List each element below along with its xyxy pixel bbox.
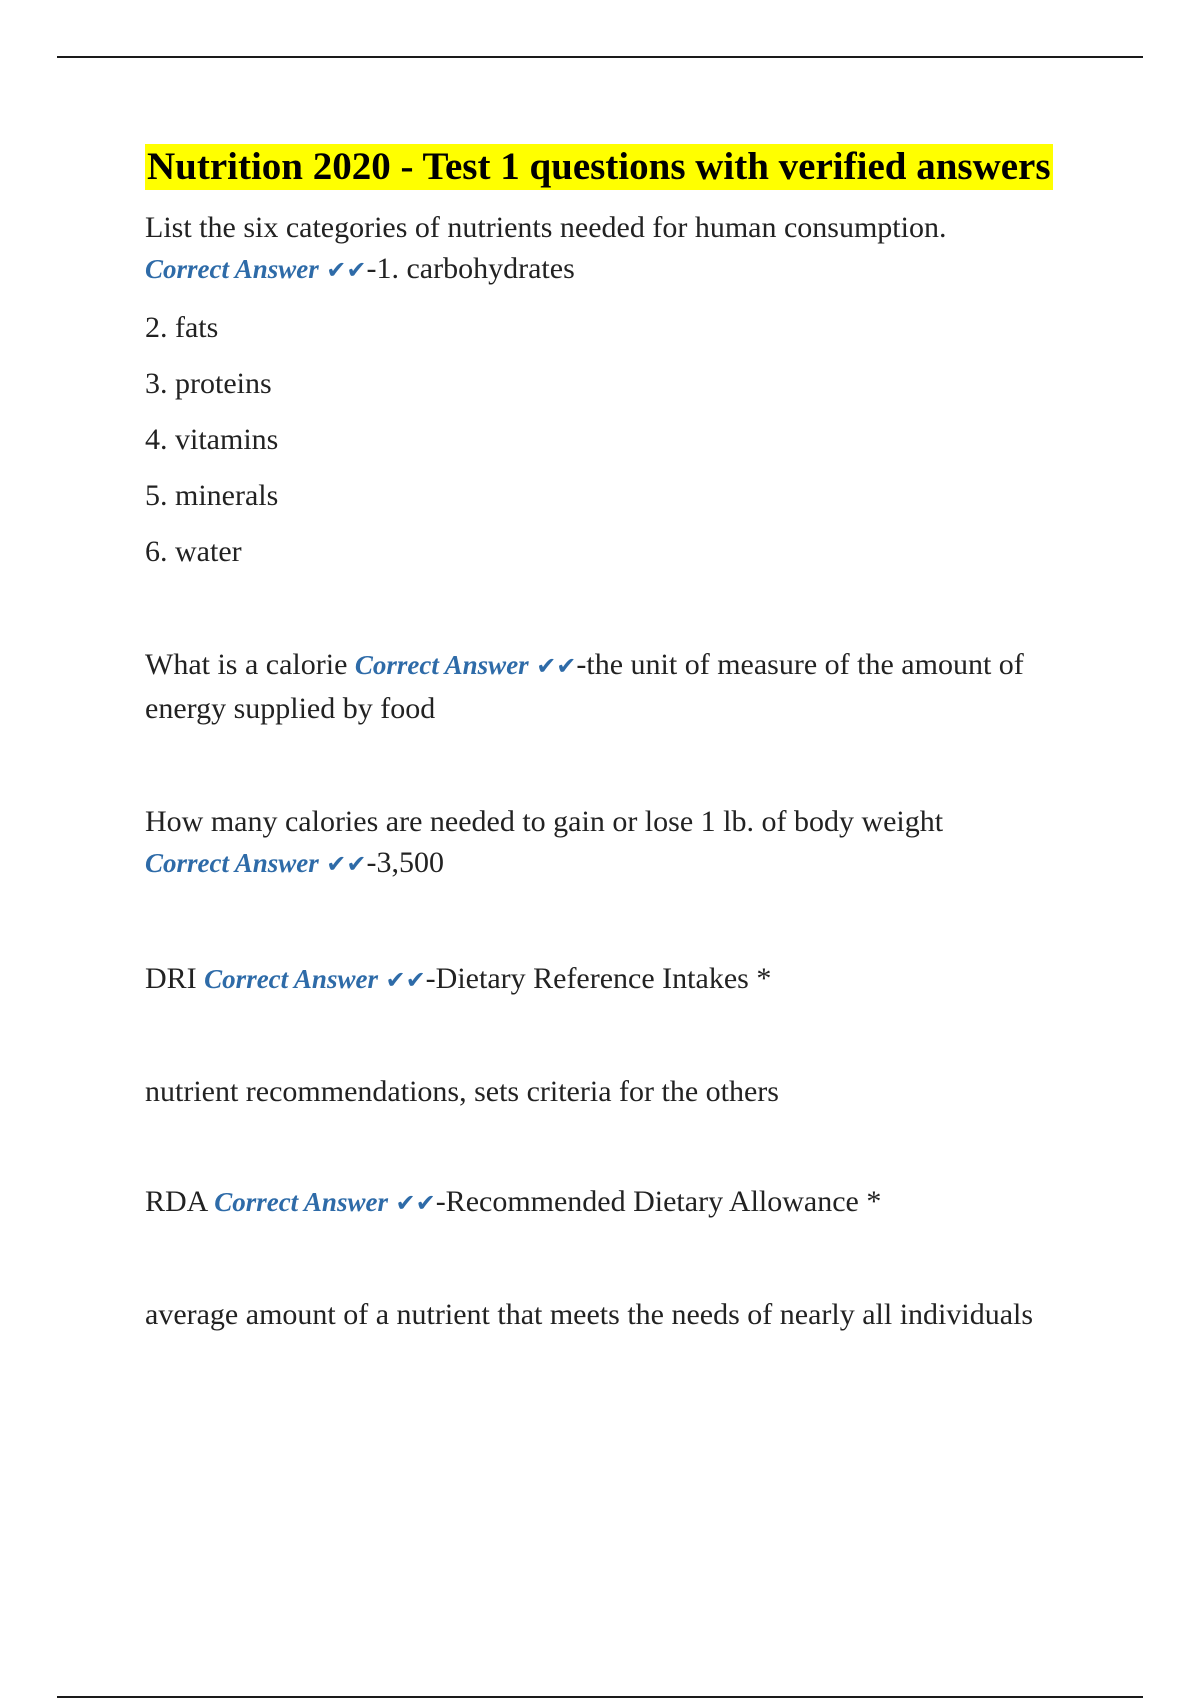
bottom-rule: [57, 1696, 1143, 1698]
list-item: 5. minerals: [145, 479, 279, 512]
question-text: List the six categories of nutrients needed for human consumption.: [145, 211, 947, 244]
check-icon: ✔✔: [326, 852, 367, 878]
qa-item: [145, 801, 1090, 886]
qa-item: [145, 207, 1090, 292]
qa-item: [145, 958, 1090, 1002]
list-item: 4. vitamins: [145, 423, 279, 456]
check-icon: ✔✔: [385, 968, 426, 994]
answer-text: -3,500: [366, 846, 444, 879]
document-title: Nutrition 2020 - Test 1 questions with verified answers: [147, 145, 1051, 188]
check-icon: ✔✔: [326, 258, 367, 284]
list-item: 2. fats: [145, 311, 219, 344]
correct-answer-label: Correct Answer: [145, 254, 319, 284]
check-icon: ✔✔: [395, 1191, 436, 1217]
correct-answer-label: Correct Answer: [145, 848, 319, 878]
answer-text: -Recommended Dietary Allowance *: [435, 1185, 882, 1218]
answer-text: -Dietary Reference Intakes *: [425, 962, 772, 995]
answer-text: -the unit of measure of the amount of energy supplied by food: [145, 648, 1024, 725]
correct-answer-label: Correct Answer: [354, 650, 529, 680]
question-text: How many calories are needed to gain or lose 1 lb. of body weight: [145, 805, 944, 838]
top-rule: [57, 56, 1143, 58]
answer-text: -1. carbohydrates: [366, 252, 575, 285]
question-text: DRI: [145, 962, 197, 995]
page-content: [145, 144, 1090, 1335]
answer-note: average amount of a nutrient that meets the needs of nearly all individuals: [145, 1298, 1034, 1331]
qa-item: [145, 1181, 1090, 1225]
qa-item: [145, 644, 1090, 729]
check-icon: ✔✔: [536, 654, 577, 680]
answer-note: nutrient recommendations, sets criteria for the others: [145, 1075, 779, 1108]
list-item: 6. water: [145, 535, 242, 568]
correct-answer-label: Correct Answer: [214, 1187, 388, 1217]
list-item: 3. proteins: [145, 367, 272, 400]
question-text: RDA: [145, 1185, 207, 1218]
correct-answer-label: Correct Answer: [204, 964, 378, 994]
question-text: What is a calorie: [145, 648, 348, 681]
